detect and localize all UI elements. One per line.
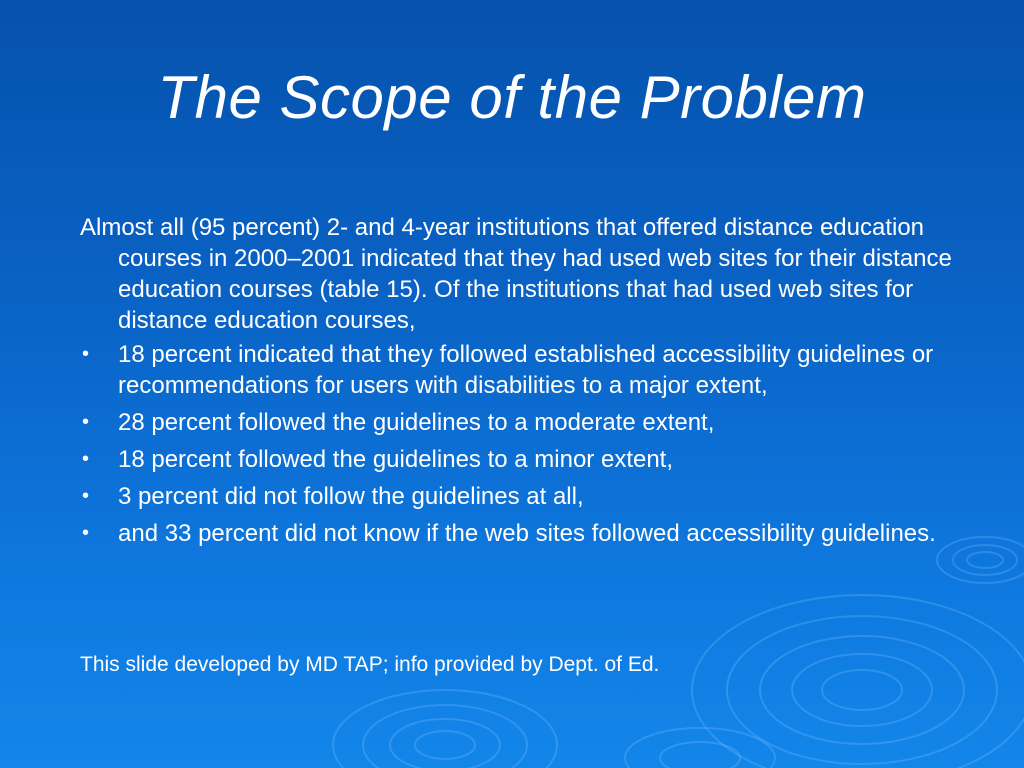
bullet-text: 18 percent indicated that they followed established accessibility guidelines or recommendations for users with disabilities to a major extent,: [118, 341, 934, 399]
slide-title: The Scope of the Problem: [157, 64, 867, 131]
bullet-item: [80, 444, 980, 475]
bullet-text: and 33 percent did not know if the web sites followed accessibility guidelines.: [118, 520, 936, 547]
slide-body: [80, 212, 980, 555]
bullet-item: [80, 339, 980, 401]
bullet-marker-icon: •: [82, 411, 90, 433]
bullet-item: [80, 518, 980, 549]
bullet-text: 18 percent followed the guidelines to a minor extent,: [118, 446, 674, 473]
slide-footer-credit: This slide developed by MD TAP; info provided by Dept. of Ed.: [80, 653, 660, 676]
intro-paragraph: Almost all (95 percent) 2- and 4-year institutions that offered distance education courses in 2000–2001 indicated that they had used web sites for their distance education courses (table 15). Of the institutions that had used web sites for distance education courses,: [80, 214, 952, 334]
bullet-item: [80, 407, 980, 438]
bullet-marker-icon: •: [82, 522, 90, 544]
bullet-item: [80, 481, 980, 512]
bullet-list: [80, 339, 980, 549]
bullet-marker-icon: •: [82, 448, 90, 470]
bullet-marker-icon: •: [82, 343, 90, 365]
bullet-text: 28 percent followed the guidelines to a moderate extent,: [118, 409, 715, 436]
bullet-text: 3 percent did not follow the guidelines at all,: [118, 483, 584, 510]
bullet-marker-icon: •: [82, 485, 90, 507]
